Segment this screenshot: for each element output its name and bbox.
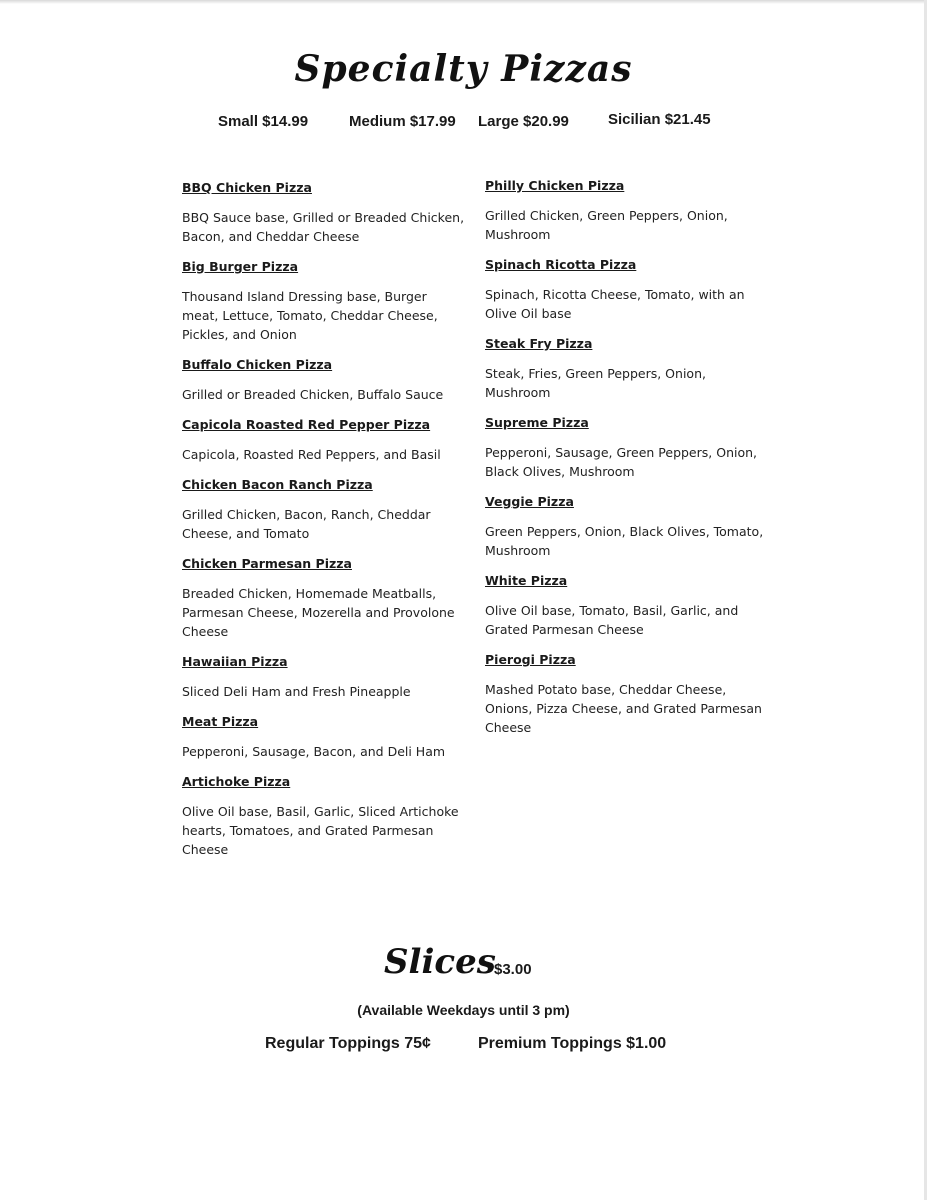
menu-item: [485, 571, 765, 639]
menu-item: [485, 650, 765, 737]
menu-item-name: Pierogi Pizza: [485, 652, 576, 667]
menu-item-name: Spinach Ricotta Pizza: [485, 257, 637, 272]
menu-item: [182, 257, 467, 344]
menu-item-name: Veggie Pizza: [485, 494, 574, 509]
menu-item-name: Big Burger Pizza: [182, 259, 299, 274]
menu-item: [485, 176, 765, 244]
menu-item-name: White Pizza: [485, 573, 568, 588]
menu-item-description: Steak, Fries, Green Peppers, Onion, Mushroom: [485, 366, 706, 400]
menu-item: [485, 492, 765, 560]
menu-item-name: Buffalo Chicken Pizza: [182, 357, 333, 372]
menu-item-description: Thousand Island Dressing base, Burger meat, Lettuce, Tomato, Cheddar Cheese, Pickles, and Onion: [182, 289, 438, 342]
page-title: Specialty Pizzas: [294, 48, 633, 90]
menu-item-description: Olive Oil base, Tomato, Basil, Garlic, and Grated Parmesan Cheese: [485, 603, 739, 637]
menu-item-name: Chicken Bacon Ranch Pizza: [182, 477, 373, 492]
menu-item-description: Spinach, Ricotta Cheese, Tomato, with an Olive Oil base: [485, 287, 745, 321]
menu-item-name: BBQ Chicken Pizza: [182, 180, 312, 195]
menu-item: [182, 355, 467, 404]
slices-price: $3.00: [494, 961, 532, 978]
menu-item: [485, 255, 765, 323]
menu-item-description: Green Peppers, Onion, Black Olives, Tomato, Mushroom: [485, 524, 764, 558]
menu-item-name: Steak Fry Pizza: [485, 336, 593, 351]
menu-column-left: [182, 178, 467, 870]
menu-item-name: Hawaiian Pizza: [182, 654, 288, 669]
menu-item-name: Capicola Roasted Red Pepper Pizza: [182, 417, 431, 432]
menu-item-description: Pepperoni, Sausage, Bacon, and Deli Ham: [182, 744, 446, 759]
menu-item-name: Artichoke Pizza: [182, 774, 291, 789]
menu-item: [182, 554, 467, 641]
menu-item-description: Sliced Deli Ham and Fresh Pineapple: [182, 684, 411, 699]
menu-item-description: Capicola, Roasted Red Peppers, and Basil: [182, 447, 441, 462]
price-small: Small $14.99: [218, 113, 309, 130]
menu-item: [182, 475, 467, 543]
menu-item-description: Grilled or Breaded Chicken, Buffalo Sauce: [182, 387, 444, 402]
menu-item-description: Grilled Chicken, Bacon, Ranch, Cheddar Cheese, and Tomato: [182, 507, 431, 541]
menu-item-description: Olive Oil base, Basil, Garlic, Sliced Artichoke hearts, Tomatoes, and Grated Parmesan Cheese: [182, 804, 459, 857]
menu-item-description: Pepperoni, Sausage, Green Peppers, Onion, Black Olives, Mushroom: [485, 445, 758, 479]
menu-item: [182, 712, 467, 761]
menu-item-name: Chicken Parmesan Pizza: [182, 556, 352, 571]
menu-item: [485, 413, 765, 481]
menu-item: [182, 772, 467, 859]
slices-heading: Slices: [384, 942, 496, 982]
slices-availability-note: (Available Weekdays until 3 pm): [357, 1002, 570, 1018]
menu-item-description: BBQ Sauce base, Grilled or Breaded Chicken, Bacon, and Cheddar Cheese: [182, 210, 465, 244]
menu-item-description: Breaded Chicken, Homemade Meatballs, Parmesan Cheese, Mozerella and Provolone Cheese: [182, 586, 455, 639]
menu-item-name: Philly Chicken Pizza: [485, 178, 625, 193]
premium-toppings-price: Premium Toppings $1.00: [478, 1035, 667, 1052]
price-medium: Medium $17.99: [349, 113, 456, 130]
price-large: Large $20.99: [478, 113, 569, 130]
menu-column-right: [485, 176, 765, 748]
menu-item-name: Meat Pizza: [182, 714, 259, 729]
regular-toppings-price: Regular Toppings 75¢: [265, 1035, 431, 1052]
menu-item-description: Grilled Chicken, Green Peppers, Onion, Mushroom: [485, 208, 728, 242]
price-sicilian: Sicilian $21.45: [608, 111, 711, 128]
scan-edge-top: [0, 0, 927, 4]
menu-item-name: Supreme Pizza: [485, 415, 589, 430]
menu-item: [182, 652, 467, 701]
menu-item-description: Mashed Potato base, Cheddar Cheese, Onions, Pizza Cheese, and Grated Parmesan Cheese: [485, 682, 762, 735]
menu-item: [485, 334, 765, 402]
menu-item: [182, 178, 467, 246]
menu-item: [182, 415, 467, 464]
